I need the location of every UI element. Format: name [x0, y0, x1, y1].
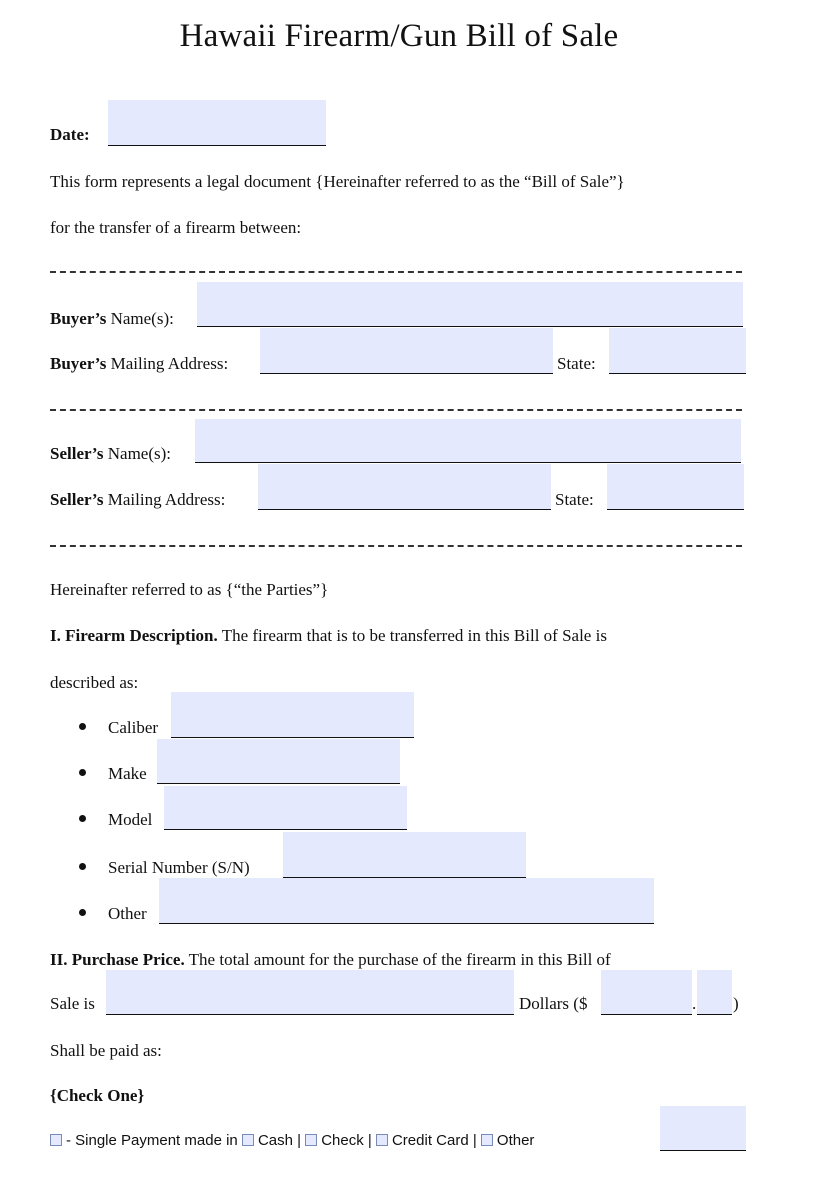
seller-address-label-rest: Mailing Address:	[103, 490, 226, 509]
buyer-name-label-rest: Name(s):	[106, 309, 174, 328]
intro-line-2: for the transfer of a firearm between:	[50, 218, 302, 237]
caliber-label: Caliber	[108, 718, 159, 737]
check-checkbox[interactable]	[305, 1134, 317, 1146]
bullet-serial	[79, 863, 86, 870]
dollars-label: Dollars ($	[519, 994, 588, 1013]
serial-field[interactable]	[283, 832, 526, 878]
other-label: Other	[108, 904, 147, 923]
buyer-state-label: State:	[557, 354, 596, 373]
other-payment-checkbox[interactable]	[481, 1134, 493, 1146]
single-payment-label: - Single Payment made in	[66, 1132, 238, 1149]
make-field[interactable]	[157, 739, 400, 784]
price-dollars-field[interactable]	[601, 970, 692, 1015]
seller-address-label-bold: Seller’s	[50, 490, 104, 509]
model-field[interactable]	[164, 786, 407, 830]
check-label: Check |	[321, 1132, 372, 1149]
other-payment-field[interactable]	[660, 1106, 746, 1151]
intro-line-1: This form represents a legal document {Hereinafter referred to as the “Bill of Sale”}	[50, 172, 625, 191]
section1-text2: described as:	[50, 673, 139, 692]
buyer-address-label	[50, 353, 228, 375]
seller-address-label	[50, 489, 225, 511]
other-field[interactable]	[159, 878, 654, 924]
serial-label: Serial Number (S/N)	[108, 858, 250, 877]
section1-text	[50, 625, 607, 647]
buyer-name-label	[50, 308, 174, 330]
price-cents-field[interactable]	[697, 970, 732, 1015]
section1-body: The firearm that is to be transferred in this Bill of Sale is	[217, 626, 607, 645]
seller-name-label	[50, 443, 171, 465]
buyer-address-label-bold: Buyer’s	[50, 354, 107, 373]
seller-state-label: State:	[555, 490, 594, 509]
divider-2	[50, 409, 742, 411]
seller-name-label-rest: Name(s):	[103, 444, 172, 463]
section1-heading: I. Firearm Description.	[50, 626, 218, 645]
divider-1	[50, 271, 742, 273]
credit-card-label: Credit Card |	[391, 1132, 477, 1149]
parties-line: Hereinafter referred to as {“the Parties”}	[50, 580, 329, 599]
cash-label: Cash |	[257, 1132, 302, 1149]
sale-is-label: Sale is	[50, 994, 95, 1013]
page-title: Hawaii Firearm/Gun Bill of Sale	[179, 18, 619, 54]
divider-3	[50, 545, 742, 547]
buyer-name-field[interactable]	[197, 282, 743, 327]
date-label: Date:	[50, 125, 90, 144]
seller-state-field[interactable]	[607, 464, 744, 510]
credit-card-checkbox[interactable]	[376, 1134, 388, 1146]
check-one-label: {Check One}	[50, 1086, 145, 1105]
buyer-name-label-bold: Buyer’s	[50, 309, 107, 328]
section2-body: The total amount for the purchase of the firearm in this Bill of	[184, 950, 611, 969]
price-close: )	[733, 994, 739, 1013]
seller-address-field[interactable]	[258, 464, 551, 510]
caliber-field[interactable]	[171, 692, 414, 738]
buyer-state-field[interactable]	[609, 328, 746, 374]
other-payment-label: Other	[496, 1132, 535, 1149]
single-payment-checkbox[interactable]	[50, 1134, 62, 1146]
buyer-address-field[interactable]	[260, 328, 553, 374]
bullet-other	[79, 909, 86, 916]
price-dot: .	[692, 994, 697, 1013]
section2-heading: II. Purchase Price.	[50, 950, 185, 969]
model-label: Model	[108, 810, 153, 829]
bullet-caliber	[79, 723, 86, 730]
price-words-field[interactable]	[106, 970, 514, 1015]
cash-checkbox[interactable]	[242, 1134, 254, 1146]
seller-name-label-bold: Seller’s	[50, 444, 104, 463]
paid-as-label: Shall be paid as:	[50, 1041, 162, 1060]
section2-text	[50, 949, 611, 971]
payment-row	[50, 1131, 534, 1151]
make-label: Make	[108, 764, 147, 783]
seller-name-field[interactable]	[195, 419, 741, 463]
bullet-model	[79, 815, 86, 822]
date-field[interactable]	[108, 100, 326, 146]
buyer-address-label-rest: Mailing Address:	[106, 354, 229, 373]
bullet-make	[79, 769, 86, 776]
